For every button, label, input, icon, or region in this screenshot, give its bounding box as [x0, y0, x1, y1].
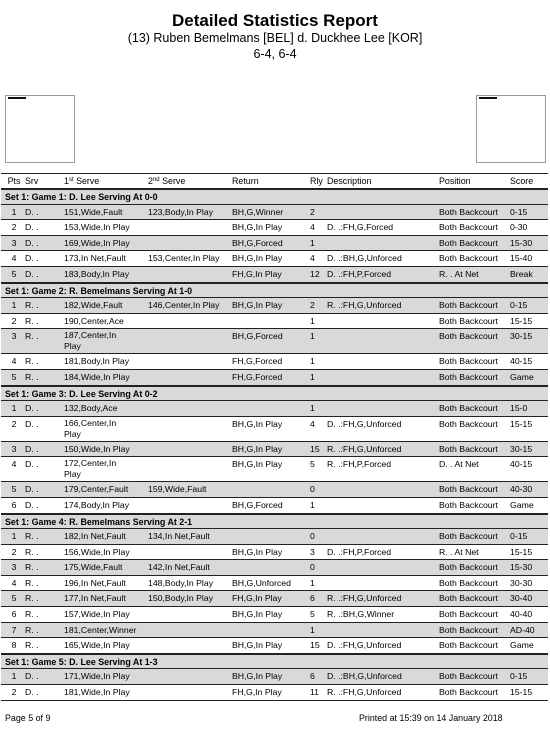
cell-rally: 1 [310, 371, 315, 382]
cell-first-serve: 187,Center,In Play [64, 330, 117, 352]
cell-score: 30-40 [510, 593, 533, 604]
cell-position: Both Backcourt [439, 315, 498, 326]
cell-score: 15-15 [510, 687, 533, 698]
cell-rally: 1 [310, 403, 315, 414]
cell-description: D. .:BH,G,Unforced [327, 671, 402, 682]
game-section-title: Set 1: Game 3: D. Lee Serving At 0-2 [5, 388, 158, 399]
cell-rally: 5 [310, 609, 315, 620]
table-row [1, 267, 548, 283]
col-header-first-serve: 1st Serve [64, 176, 100, 186]
cell-score: AD-40 [510, 624, 535, 635]
cell-pts: 4 [11, 253, 17, 264]
cell-pts: 5 [11, 371, 17, 382]
cell-first-serve: 172,Center,In Play [64, 458, 117, 480]
cell-first-serve: 151,Wide,Fault [64, 206, 123, 217]
cell-description: D. .:FH,P,Forced [327, 546, 392, 557]
match-subtitle: (13) Ruben Bemelmans [BEL] d. Duckhee Lee [KOR] [127, 31, 423, 45]
cell-second-serve: 142,In Net,Fault [148, 562, 210, 573]
cell-pts: 4 [11, 459, 17, 470]
cell-rally: 1 [310, 624, 315, 635]
cell-first-serve: 182,In Net,Fault [64, 531, 126, 542]
cell-score: 0-15 [510, 671, 528, 682]
cell-pts: 3 [11, 331, 17, 342]
cell-rally: 6 [310, 671, 315, 682]
game-section-title: Set 1: Game 2: R. Bemelmans Serving At 1-0 [5, 285, 193, 296]
cell-rally: 1 [310, 577, 315, 588]
game-section-header [1, 189, 548, 205]
table-row [1, 251, 548, 267]
game-section-title: Set 1: Game 1: D. Lee Serving At 0-0 [5, 192, 158, 202]
cell-pts: 2 [11, 546, 17, 557]
cell-position: R. . At Net [439, 268, 479, 279]
cell-server: D. . [25, 268, 39, 279]
cell-rally: 4 [310, 222, 315, 233]
cell-pts: 5 [11, 268, 17, 279]
cell-server: D. . [25, 418, 39, 429]
cell-return: BH,G,In Play [232, 443, 283, 454]
cell-first-serve: 183,Body,In Play [64, 268, 130, 279]
cell-pts: 8 [11, 640, 17, 651]
cell-rally: 11 [310, 687, 320, 698]
cell-first-serve: 171,Wide,In Play [64, 671, 130, 682]
cell-position: Both Backcourt [439, 562, 498, 573]
cell-server: D. . [25, 237, 39, 248]
cell-description: D. .:FH,G,Unforced [327, 418, 402, 429]
table-row [1, 457, 548, 482]
cell-second-serve: 159,Wide,Fault [148, 484, 207, 495]
table-row [1, 529, 548, 545]
cell-return: FH,G,In Play [232, 593, 282, 604]
cell-rally: 2 [310, 300, 315, 311]
cell-position: D. . At Net [439, 459, 479, 470]
cell-return: BH,G,In Play [232, 253, 283, 264]
cell-position: Both Backcourt [439, 356, 498, 367]
cell-score: 15-40 [510, 253, 533, 264]
flag-mark [8, 97, 26, 99]
cell-score: 15-30 [510, 562, 533, 573]
cell-pts: 3 [11, 562, 17, 573]
cell-server: R. . [25, 300, 39, 311]
cell-return: FH,G,Forced [232, 371, 283, 382]
cell-position: Both Backcourt [439, 687, 498, 698]
table-row [1, 482, 548, 498]
col-header-score: Score [510, 176, 534, 186]
table-row [1, 401, 548, 417]
cell-description: R. .:FH,G,Unforced [327, 687, 402, 698]
cell-first-serve: 179,Center,Fault [64, 484, 129, 495]
table-row [1, 638, 548, 654]
cell-server: D. . [25, 484, 39, 495]
cell-position: Both Backcourt [439, 331, 498, 342]
cell-score: 30-15 [510, 331, 533, 342]
stats-table [1, 173, 548, 701]
cell-return: BH,G,In Play [232, 222, 283, 233]
printed-timestamp: Printed at 15:39 on 14 January 2018 [359, 713, 503, 723]
cell-position: Both Backcourt [439, 418, 498, 429]
cell-rally: 1 [310, 315, 315, 326]
table-row [1, 417, 548, 442]
cell-position: Both Backcourt [439, 609, 498, 620]
cell-return: BH,G,In Play [232, 418, 283, 429]
cell-score: 15-15 [510, 546, 533, 557]
cell-position: Both Backcourt [439, 206, 498, 217]
cell-pts: 1 [11, 300, 17, 311]
cell-rally: 5 [310, 459, 315, 470]
cell-score: Game [510, 499, 534, 510]
table-row [1, 576, 548, 592]
cell-first-serve: 157,Wide,In Play [64, 609, 130, 620]
cell-return: BH,G,Unforced [232, 577, 291, 588]
cell-rally: 0 [310, 531, 315, 542]
flag-mark [479, 97, 497, 99]
cell-first-serve: 177,In Net,Fault [64, 593, 126, 604]
cell-server: D. . [25, 222, 39, 233]
cell-server: R. . [25, 624, 39, 635]
cell-return: BH,G,In Play [232, 459, 283, 470]
cell-pts: 6 [11, 609, 17, 620]
cell-first-serve: 132,Body,Ace [64, 403, 118, 414]
cell-score: 15-15 [510, 418, 533, 429]
cell-return: BH,G,Forced [232, 237, 283, 248]
cell-first-serve: 150,Wide,In Play [64, 443, 130, 454]
table-row [1, 220, 548, 236]
game-section-header [1, 514, 548, 530]
cell-position: Both Backcourt [439, 499, 498, 510]
cell-pts: 1 [11, 671, 17, 682]
game-section-title: Set 1: Game 5: D. Lee Serving At 1-3 [5, 656, 158, 667]
cell-rally: 0 [310, 484, 315, 495]
col-header-rly: Rly [310, 176, 323, 186]
table-row [1, 236, 548, 252]
cell-position: Both Backcourt [439, 300, 498, 311]
cell-pts: 7 [11, 624, 17, 635]
table-row [1, 354, 548, 370]
cell-return: FH,G,In Play [232, 687, 282, 698]
cell-pts: 3 [11, 443, 17, 454]
cell-description: D. .:FH,G,Unforced [327, 640, 402, 651]
table-row [1, 314, 548, 330]
cell-score: 30-30 [510, 577, 533, 588]
cell-description: D. .:FH,P,Forced [327, 268, 392, 279]
cell-return: BH,G,In Play [232, 609, 283, 620]
table-row [1, 685, 548, 701]
cell-score: 0-15 [510, 531, 528, 542]
cell-server: R. . [25, 593, 39, 604]
col-header-description: Description [327, 176, 372, 186]
cell-second-serve: 150,Body,In Play [148, 593, 214, 604]
cell-first-serve: 182,Wide,Fault [64, 300, 123, 311]
cell-first-serve: 166,Center,In Play [64, 417, 117, 439]
cell-second-serve: 148,Body,In Play [148, 577, 214, 588]
cell-position: R. . At Net [439, 546, 479, 557]
cell-score: 40-40 [510, 609, 533, 620]
cell-rally: 15 [310, 443, 320, 454]
cell-first-serve: 175,Wide,Fault [64, 562, 123, 573]
cell-first-serve: 184,Wide,In Play [64, 371, 130, 382]
cell-pts: 3 [11, 237, 17, 248]
cell-second-serve: 146,Center,In Play [148, 300, 220, 311]
cell-server: D. . [25, 206, 39, 217]
cell-position: Both Backcourt [439, 531, 498, 542]
cell-score: 40-30 [510, 484, 533, 495]
cell-second-serve: 123,Body,In Play [148, 206, 214, 217]
cell-pts: 1 [11, 531, 17, 542]
col-header-srv: Srv [25, 176, 39, 186]
cell-rally: 1 [310, 499, 315, 510]
cell-position: Both Backcourt [439, 443, 498, 454]
cell-pts: 4 [11, 577, 17, 588]
cell-server: D. . [25, 443, 39, 454]
cell-description: R. .:FH,G,Unforced [327, 443, 402, 454]
cell-description: R. .:FH,P,Forced [327, 459, 392, 470]
page-number: Page 5 of 9 [5, 713, 51, 723]
game-section-header [1, 386, 548, 402]
cell-first-serve: 173,In Net,Fault [64, 253, 126, 264]
cell-pts: 5 [11, 593, 17, 604]
cell-score: 15-30 [510, 237, 533, 248]
cell-position: Both Backcourt [439, 593, 498, 604]
cell-score: 40-15 [510, 356, 533, 367]
cell-description: R. .:FH,G,Unforced [327, 593, 402, 604]
cell-server: D. . [25, 403, 39, 414]
cell-pts: 2 [11, 222, 17, 233]
cell-description: D. .:BH,G,Unforced [327, 253, 402, 264]
cell-rally: 3 [310, 546, 315, 557]
cell-server: D. . [25, 253, 39, 264]
player-flag-right [476, 95, 546, 163]
cell-return: BH,G,Forced [232, 499, 283, 510]
table-body [1, 189, 548, 701]
table-row [1, 669, 548, 685]
col-header-position: Position [439, 176, 471, 186]
cell-rally: 1 [310, 331, 315, 342]
table-row [1, 591, 548, 607]
cell-pts: 2 [11, 418, 17, 429]
cell-score: 40-15 [510, 459, 533, 470]
cell-score: Game [510, 371, 534, 382]
cell-first-serve: 181,Center,Winner [64, 624, 137, 635]
table-row [1, 205, 548, 221]
table-row [1, 442, 548, 458]
match-score: 6-4, 6-4 [253, 47, 297, 61]
cell-position: Both Backcourt [439, 237, 498, 248]
cell-first-serve: 174,Body,In Play [64, 499, 130, 510]
cell-return: BH,G,In Play [232, 640, 283, 651]
cell-server: D. . [25, 459, 39, 470]
col-header-return: Return [232, 176, 259, 186]
cell-score: Break [510, 268, 533, 279]
game-section-title: Set 1: Game 4: R. Bemelmans Serving At 2-1 [5, 516, 193, 527]
cell-rally: 6 [310, 593, 315, 604]
cell-score: 0-30 [510, 222, 528, 233]
cell-first-serve: 153,Wide,In Play [64, 222, 130, 233]
cell-description: R. .:BH,G,Winner [327, 609, 395, 620]
table-row [1, 370, 548, 386]
cell-rally: 4 [310, 418, 315, 429]
cell-score: 15-15 [510, 315, 533, 326]
cell-return: BH,G,Winner [232, 206, 284, 217]
cell-score: 30-15 [510, 443, 533, 454]
table-row [1, 607, 548, 623]
table-row [1, 560, 548, 576]
cell-return: BH,G,Forced [232, 331, 283, 342]
cell-server: R. . [25, 315, 39, 326]
cell-rally: 1 [310, 237, 315, 248]
cell-pts: 2 [11, 315, 17, 326]
cell-pts: 5 [11, 484, 17, 495]
cell-description: D. .:FH,G,Forced [327, 222, 394, 233]
cell-first-serve: 165,Wide,In Play [64, 640, 130, 651]
cell-server: D. . [25, 687, 39, 698]
cell-rally: 1 [310, 356, 315, 367]
cell-first-serve: 181,Wide,In Play [64, 687, 130, 698]
cell-first-serve: 169,Wide,In Play [64, 237, 130, 248]
cell-score: Game [510, 640, 534, 651]
report-header [0, 10, 550, 62]
cell-rally: 4 [310, 253, 315, 264]
cell-position: Both Backcourt [439, 671, 498, 682]
cell-rally: 15 [310, 640, 320, 651]
cell-rally: 2 [310, 206, 315, 217]
table-row [1, 298, 548, 314]
cell-server: R. . [25, 356, 39, 367]
cell-position: Both Backcourt [439, 640, 498, 651]
table-row [1, 545, 548, 561]
cell-server: R. . [25, 640, 39, 651]
cell-server: D. . [25, 499, 39, 510]
cell-server: R. . [25, 562, 39, 573]
cell-score: 0-15 [510, 300, 528, 311]
cell-first-serve: 156,Wide,In Play [64, 546, 130, 557]
cell-rally: 12 [310, 268, 320, 279]
cell-score: 0-15 [510, 206, 528, 217]
cell-pts: 1 [11, 403, 17, 414]
cell-position: Both Backcourt [439, 624, 498, 635]
table-row [1, 498, 548, 514]
cell-first-serve: 181,Body,In Play [64, 356, 130, 367]
cell-position: Both Backcourt [439, 484, 498, 495]
cell-pts: 4 [11, 356, 17, 367]
cell-position: Both Backcourt [439, 222, 498, 233]
cell-return: BH,G,In Play [232, 671, 283, 682]
report-title: Detailed Statistics Report [172, 11, 378, 30]
cell-pts: 2 [11, 687, 17, 698]
col-header-second-serve: 2nd Serve [148, 176, 186, 186]
cell-first-serve: 190,Center,Ace [64, 315, 124, 326]
cell-return: FH,G,In Play [232, 268, 282, 279]
cell-server: R. . [25, 577, 39, 588]
game-section-header [1, 654, 548, 670]
cell-first-serve: 196,In Net,Fault [64, 577, 126, 588]
table-header-row [1, 173, 548, 189]
cell-position: Both Backcourt [439, 577, 498, 588]
cell-position: Both Backcourt [439, 403, 498, 414]
table-row [1, 329, 548, 354]
cell-pts: 1 [11, 206, 17, 217]
cell-rally: 0 [310, 562, 315, 573]
cell-server: R. . [25, 371, 39, 382]
cell-server: D. . [25, 671, 39, 682]
cell-position: Both Backcourt [439, 253, 498, 264]
game-section-header [1, 283, 548, 299]
cell-position: Both Backcourt [439, 371, 498, 382]
col-header-pts: Pts [7, 176, 21, 186]
cell-score: 15-0 [510, 403, 528, 414]
cell-server: R. . [25, 531, 39, 542]
cell-server: R. . [25, 546, 39, 557]
cell-return: BH,G,In Play [232, 300, 283, 311]
cell-pts: 6 [11, 499, 17, 510]
table-row [1, 623, 548, 639]
cell-return: FH,G,Forced [232, 356, 283, 367]
cell-description: R. .:FH,G,Unforced [327, 300, 402, 311]
cell-server: R. . [25, 331, 39, 342]
cell-second-serve: 134,In Net,Fault [148, 531, 210, 542]
cell-return: BH,G,In Play [232, 546, 283, 557]
player-flag-left [5, 95, 75, 163]
cell-second-serve: 153,Center,In Play [148, 253, 220, 264]
cell-server: R. . [25, 609, 39, 620]
